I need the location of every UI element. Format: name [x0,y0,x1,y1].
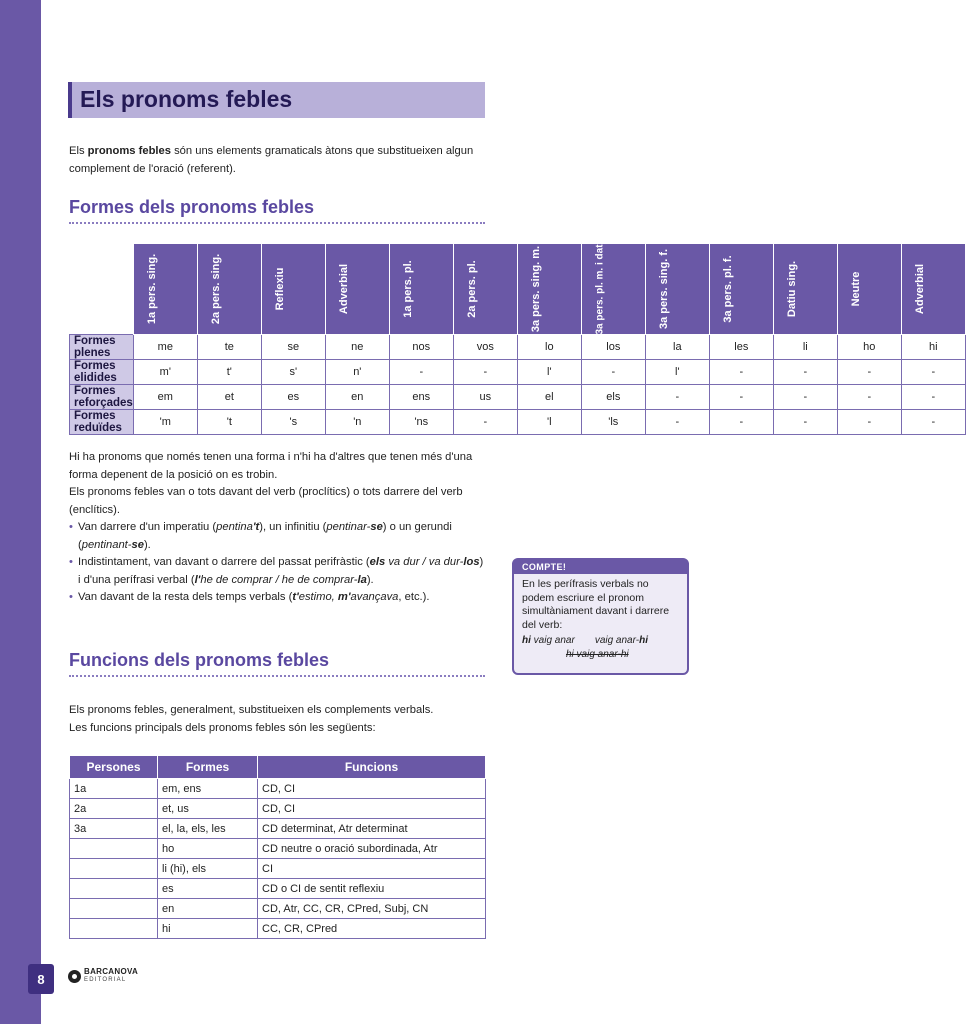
table-cell: - [901,360,965,385]
table-cell: et [197,385,261,410]
table-cell: nos [389,335,453,360]
table-cell: 't [197,410,261,435]
table-cell: 'ls [581,410,645,435]
forms-col-header: 2a pers. sing. [197,244,261,335]
wrong-example: hi vaig anar-hi [566,648,629,660]
table-cell: 's [261,410,325,435]
table-cell: m' [133,360,197,385]
table-cell: - [709,360,773,385]
table-cell: ens [389,385,453,410]
sidebar-band [0,0,41,1024]
table-cell: ne [325,335,389,360]
table-row [70,779,486,799]
table-cell: s' [261,360,325,385]
intro-bold: pronoms febles [87,145,171,157]
table-cell [70,859,158,879]
table-cell: me [133,335,197,360]
forms-table [69,220,966,435]
section-heading-functions: Funcions dels pronoms febles [69,650,485,677]
forms-col-header: Reflexiu [261,244,325,335]
forms-col-header: 3a pers. sing. m. [517,244,581,335]
list-item: • Van darrere d'un imperatiu (pentina't), un infinitiu (pentinar-se) o un gerundi (pentinant-se). [69,519,487,554]
table-cell: n' [325,360,389,385]
table-cell [70,879,158,899]
table-cell: em [133,385,197,410]
table-row [70,819,486,839]
table-cell: li [773,335,837,360]
publisher-logo: BARCANOVA EDITORIAL [68,968,138,984]
table-cell: 2a [70,799,158,819]
warning-box [512,558,689,675]
table-cell: lo [517,335,581,360]
table-cell: et, us [158,799,258,819]
table-cell: li (hi), els [158,859,258,879]
table-cell: - [453,410,517,435]
table-cell: - [709,385,773,410]
table-cell: - [773,410,837,435]
paragraph: Els pronoms febles van o tots davant del verb (proclítics) o tots darrere del verb (enclítics). [69,486,463,516]
forms-col-header: 3a pers. pl. m. i datiu pl. [581,244,645,335]
row-header: Formes reduïdes [70,410,134,435]
table-cell: es [158,879,258,899]
forms-col-header: 2a pers. pl. [453,244,517,335]
forms-col-header: 3a pers. pl. f. [709,244,773,335]
table-row [70,335,966,360]
table-cell: en [325,385,389,410]
table-cell: en [158,899,258,919]
table-cell: - [389,360,453,385]
table-cell: CC, CR, CPred [258,919,486,939]
table-row [70,360,966,385]
forms-col-header: Adverbial [325,244,389,335]
page-title: Els pronoms febles [80,86,293,112]
table-cell: - [453,360,517,385]
table-row [70,839,486,859]
table-cell [70,919,158,939]
table-cell: els [581,385,645,410]
forms-header-row [70,244,966,335]
table-cell: - [837,410,901,435]
forms-col-header: 3a pers. sing. f. [645,244,709,335]
table-cell: 3a [70,819,158,839]
table-cell: - [901,410,965,435]
table-cell: CD neutre o oració subordinada, Atr [258,839,486,859]
forms-col-header: Datiu sing. [773,244,837,335]
forms-col-header: Neutre [837,244,901,335]
paragraph: Els pronoms febles, generalment, substitueixen els complements verbals. Les funcions principals dels pronoms febles són les següents: [69,704,434,734]
table-cell: les [709,335,773,360]
table-cell: ho [158,839,258,859]
forms-col-header: 1a pers. pl. [389,244,453,335]
table-cell: CD, Atr, CC, CR, CPred, Subj, CN [258,899,486,919]
warning-heading: COMPTE! [514,560,687,574]
table-cell: - [581,360,645,385]
functions-col-header: Funcions [258,756,486,779]
table-cell: - [901,385,965,410]
title-box [68,82,485,118]
table-cell: - [645,410,709,435]
functions-col-header: Formes [158,756,258,779]
table-cell: vos [453,335,517,360]
table-row [70,899,486,919]
warning-text: En les perífrasis verbals no podem escriure el pronom simultàniament davant i darrere del verb: [522,578,670,631]
logo-icon [68,970,81,983]
table-cell: us [453,385,517,410]
table-cell: el, la, els, les [158,819,258,839]
table-cell [70,839,158,859]
table-cell: los [581,335,645,360]
page-number: 8 [28,964,54,994]
table-cell: l' [517,360,581,385]
functions-col-header: Persones [70,756,158,779]
row-header: Formes elidides [70,360,134,385]
table-cell: - [837,360,901,385]
forms-col-header: Adverbial [901,244,965,335]
table-cell: - [709,410,773,435]
table-cell: es [261,385,325,410]
table-cell: hi [901,335,965,360]
table-row [70,879,486,899]
table-row [70,410,966,435]
table-cell: 1a [70,779,158,799]
table-cell: 'n [325,410,389,435]
table-row [70,919,486,939]
table-row [70,385,966,410]
table-cell: CD, CI [258,779,486,799]
table-cell: em, ens [158,779,258,799]
table-cell: CD o CI de sentit reflexiu [258,879,486,899]
list-item: • Van davant de la resta dels temps verbals (t'estimo, m'avançava, etc.). [69,589,487,607]
table-cell: la [645,335,709,360]
table-cell: - [773,385,837,410]
table-cell: 'l [517,410,581,435]
table-cell: CI [258,859,486,879]
table-cell: - [645,385,709,410]
table-row [70,859,486,879]
functions-table [69,755,486,939]
table-cell: - [773,360,837,385]
table-cell: te [197,335,261,360]
forms-col-header: 1a pers. sing. [133,244,197,335]
table-cell: ho [837,335,901,360]
row-header: Formes reforçades [70,385,134,410]
table-cell: se [261,335,325,360]
intro-paragraph: Els pronoms febles són uns elements gramaticals àtons que substitueixen algun complement de l'oració (referent). [69,145,474,175]
explanation-block [69,449,487,607]
table-row [70,799,486,819]
row-header: Formes plenes [70,335,134,360]
warning-examples: hi vaig anar vaig anar-hi [522,635,648,646]
table-cell [70,899,158,919]
list-item: • Indistintament, van davant o darrere del passat perifràstic (els va dur / va dur-los) i d'una perífrasi verbal (l'he de comprar / he de comprar-la). [69,554,487,589]
paragraph: Hi ha pronoms que només tenen una forma i n'hi ha d'altres que tenen més d'una forma depenent de la posició on es trobin. [69,451,473,481]
table-cell: el [517,385,581,410]
table-cell: l' [645,360,709,385]
table-cell: 'ns [389,410,453,435]
table-cell: CD determinat, Atr determinat [258,819,486,839]
table-cell: t' [197,360,261,385]
table-cell: - [837,385,901,410]
table-cell: 'm [133,410,197,435]
table-cell: hi [158,919,258,939]
table-cell: CD, CI [258,799,486,819]
section-heading-forms: Formes dels pronoms febles [69,197,485,224]
